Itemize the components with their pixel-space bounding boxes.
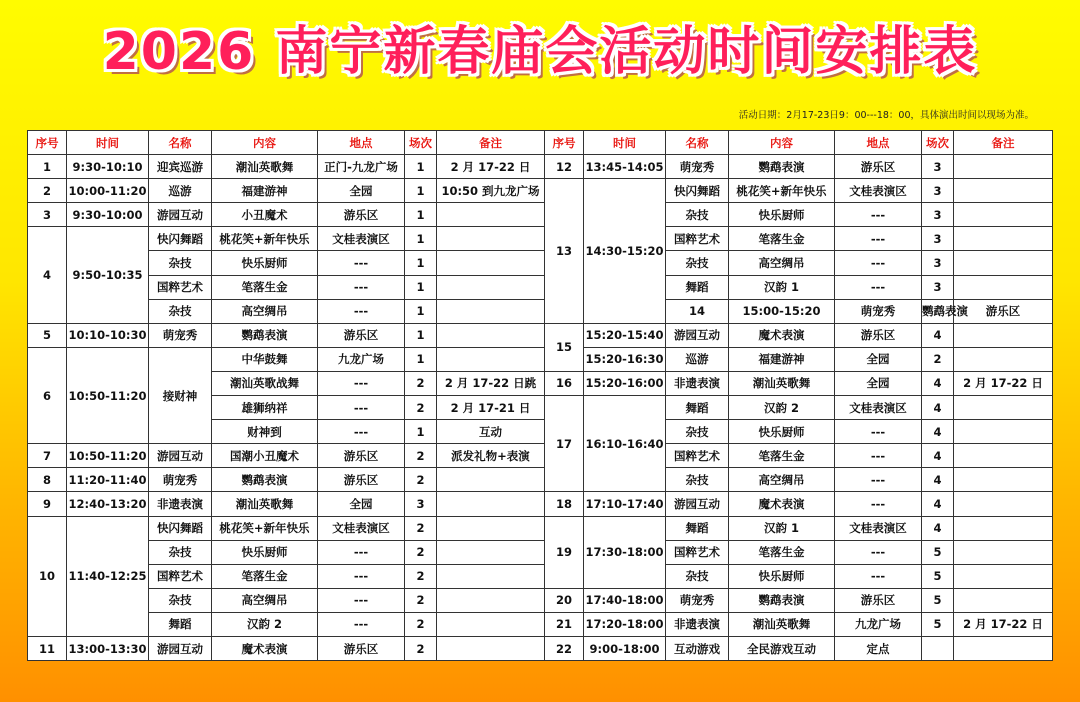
cell-count: 5: [922, 588, 954, 612]
cell-place: 游乐区: [835, 588, 922, 612]
cell-place: 全园: [835, 371, 922, 395]
cell-count: 4: [922, 323, 954, 347]
header-count: 场次: [922, 131, 954, 155]
cell-time: 15:20-15:40: [584, 323, 666, 347]
cell-count: 3: [922, 203, 954, 227]
cell-no: 10: [28, 516, 67, 636]
table-row: [28, 275, 1053, 299]
cell-place: 正门-九龙广场: [318, 155, 405, 179]
cell-name: 杂技: [666, 468, 729, 492]
cell-remark: 2 月 17-21 日: [437, 396, 545, 420]
cell-content: 鹦鹉表演: [212, 468, 318, 492]
cell-place: 文桂表演区: [318, 516, 405, 540]
cell-content: 汉韵 1: [729, 516, 835, 540]
cell-count: 1: [405, 275, 437, 299]
cell-remark: [954, 275, 1053, 299]
cell-place: ---: [835, 251, 922, 275]
cell-name: 杂技: [666, 564, 729, 588]
cell-content: 高空绸吊: [729, 251, 835, 275]
cell-time: 11:20-11:40: [67, 468, 149, 492]
cell-count: 4: [922, 420, 954, 444]
cell-content: 国潮小丑魔术: [212, 444, 318, 468]
table-row: [28, 444, 1053, 468]
cell-count: 1: [405, 420, 437, 444]
header-content: 内容: [729, 131, 835, 155]
cell-count: 3: [922, 179, 954, 203]
header-time: 时间: [584, 131, 666, 155]
cell-time: 17:30-18:00: [584, 516, 666, 588]
cell-place: 游乐区: [835, 155, 922, 179]
cell-count: 2: [405, 564, 437, 588]
table-row: [28, 516, 1053, 540]
cell-remark: [437, 203, 545, 227]
cell-place: 游乐区: [954, 299, 1053, 323]
cell-content: 福建游神: [212, 179, 318, 203]
cell-time: 10:00-11:20: [67, 179, 149, 203]
cell-count: 2: [405, 468, 437, 492]
cell-time: 13:45-14:05: [584, 155, 666, 179]
cell-no: 4: [28, 227, 67, 323]
cell-content: 快乐厨师: [729, 203, 835, 227]
table-row: [28, 636, 1053, 660]
cell-time: 16:10-16:40: [584, 396, 666, 492]
cell-remark: [954, 444, 1053, 468]
cell-remark: [437, 275, 545, 299]
cell-no: 18: [545, 492, 584, 516]
cell-time: 14:30-15:20: [584, 179, 666, 324]
cell-content: 汉韵 2: [212, 612, 318, 636]
cell-remark: 2 月 17-22 日跳: [437, 371, 545, 395]
cell-content: 高空绸吊: [212, 588, 318, 612]
cell-remark: [954, 155, 1053, 179]
cell-remark: [954, 540, 1053, 564]
cell-time: 9:30-10:00: [67, 203, 149, 227]
cell-no: 21: [545, 612, 584, 636]
cell-name: 非遗表演: [666, 371, 729, 395]
cell-time: 9:50-10:35: [67, 227, 149, 323]
cell-content: 快乐厨师: [729, 564, 835, 588]
cell-place: ---: [318, 371, 405, 395]
cell-place: 九龙广场: [835, 612, 922, 636]
cell-no: 22: [545, 636, 584, 660]
cell-content: 高空绸吊: [212, 299, 318, 323]
cell-remark: [437, 468, 545, 492]
cell-remark: [437, 540, 545, 564]
cell-count: 3: [922, 227, 954, 251]
cell-remark: 10:50 到九龙广场: [437, 179, 545, 203]
cell-remark: 派发礼物+表演: [437, 444, 545, 468]
table-row: [28, 468, 1053, 492]
cell-place: ---: [318, 251, 405, 275]
cell-content: 桃花笑+新年快乐: [212, 516, 318, 540]
cell-name: 国粹艺术: [149, 564, 212, 588]
cell-place: ---: [318, 564, 405, 588]
cell-time: 17:20-18:00: [584, 612, 666, 636]
header-no: 序号: [28, 131, 67, 155]
cell-name: 国粹艺术: [666, 540, 729, 564]
cell-content: 魔术表演: [212, 636, 318, 660]
cell-content: 桃花笑+新年快乐: [212, 227, 318, 251]
cell-content: 魔术表演: [729, 323, 835, 347]
table-row: [28, 227, 1053, 251]
cell-content: 潮汕英歌舞: [729, 371, 835, 395]
table-row: [28, 251, 1053, 275]
cell-content: 快乐厨师: [729, 420, 835, 444]
cell-no: 11: [28, 636, 67, 660]
header-place: 地点: [318, 131, 405, 155]
cell-remark: [437, 564, 545, 588]
cell-time: 13:00-13:30: [67, 636, 149, 660]
cell-count: 5: [922, 612, 954, 636]
cell-count: 4: [922, 492, 954, 516]
cell-time: 9:00-18:00: [584, 636, 666, 660]
cell-remark: 2 月 17-22 日: [954, 371, 1053, 395]
cell-place: ---: [835, 275, 922, 299]
cell-no: 5: [28, 323, 67, 347]
cell-content: 财神到: [212, 420, 318, 444]
cell-name: 快闪舞蹈: [666, 179, 729, 203]
cell-name: 巡游: [666, 347, 729, 371]
cell-name: 快闪舞蹈: [149, 516, 212, 540]
cell-remark: [954, 420, 1053, 444]
header-count: 场次: [405, 131, 437, 155]
cell-content: 桃花笑+新年快乐: [729, 179, 835, 203]
cell-content: 笔落生金: [212, 275, 318, 299]
event-date-note: 活动日期：2月17-23日9：00---18：00，具体演出时间以现场为准。: [738, 110, 1034, 121]
cell-remark: [437, 588, 545, 612]
cell-place: ---: [835, 420, 922, 444]
cell-remark: [954, 396, 1053, 420]
cell-place: ---: [318, 540, 405, 564]
cell-remark: [437, 299, 545, 323]
cell-time: 15:20-16:30: [584, 347, 666, 371]
header-place: 地点: [835, 131, 922, 155]
cell-name: 萌宠秀: [666, 155, 729, 179]
cell-name: 杂技: [149, 299, 212, 323]
cell-content: 潮汕英歌舞: [212, 155, 318, 179]
cell-count: 2: [405, 612, 437, 636]
cell-place: 文桂表演区: [835, 396, 922, 420]
cell-content: 潮汕英歌战舞: [212, 371, 318, 395]
cell-place: 全园: [318, 492, 405, 516]
schedule-table: [27, 130, 1053, 661]
cell-name: 游园互动: [666, 492, 729, 516]
cell-time: 10:50-11:20: [67, 347, 149, 443]
cell-content: 汉韵 2: [729, 396, 835, 420]
cell-no: 8: [28, 468, 67, 492]
cell-remark: [954, 492, 1053, 516]
table-row: [28, 299, 1053, 323]
cell-remark: [954, 564, 1053, 588]
cell-name: 国粹艺术: [666, 444, 729, 468]
cell-remark: [954, 227, 1053, 251]
cell-remark: [954, 323, 1053, 347]
cell-place: ---: [835, 540, 922, 564]
cell-name: 迎宾巡游: [149, 155, 212, 179]
cell-time: 17:10-17:40: [584, 492, 666, 516]
cell-time: 9:30-10:10: [67, 155, 149, 179]
cell-no: 9: [28, 492, 67, 516]
cell-place: 全园: [318, 179, 405, 203]
cell-name: 萌宠秀: [666, 588, 729, 612]
cell-count: 5: [922, 564, 954, 588]
cell-no: 7: [28, 444, 67, 468]
header-row: [28, 131, 1053, 155]
table-row: [28, 492, 1053, 516]
cell-count: 1: [405, 299, 437, 323]
cell-name: 萌宠秀: [835, 299, 922, 323]
cell-no: 19: [545, 516, 584, 588]
cell-remark: [437, 636, 545, 660]
cell-count: 2: [405, 444, 437, 468]
cell-time: 15:00-15:20: [729, 299, 835, 323]
cell-name: 游园互动: [149, 636, 212, 660]
cell-remark: [954, 588, 1053, 612]
cell-place: 游乐区: [835, 323, 922, 347]
header-no: 序号: [545, 131, 584, 155]
cell-content: 潮汕英歌舞: [729, 612, 835, 636]
cell-content: 鹦鹉表演: [729, 155, 835, 179]
table-row: [28, 179, 1053, 203]
cell-time: 11:40-12:25: [67, 516, 149, 636]
cell-place: ---: [835, 203, 922, 227]
cell-remark: 2 月 17-22 日: [437, 155, 545, 179]
cell-place: ---: [835, 468, 922, 492]
cell-content: 快乐厨师: [212, 251, 318, 275]
cell-place: ---: [318, 275, 405, 299]
cell-remark: 互动: [437, 420, 545, 444]
cell-count: 4: [922, 468, 954, 492]
cell-content: 中华鼓舞: [212, 347, 318, 371]
table-row: [28, 203, 1053, 227]
cell-content: 小丑魔术: [212, 203, 318, 227]
cell-name: 杂技: [149, 588, 212, 612]
cell-content: 魔术表演: [729, 492, 835, 516]
header-content: 内容: [212, 131, 318, 155]
cell-remark: [437, 323, 545, 347]
cell-content: 鹦鹉表演: [922, 299, 954, 323]
cell-count: 3: [922, 275, 954, 299]
cell-place: 游乐区: [318, 203, 405, 227]
cell-time: 15:20-16:00: [584, 371, 666, 395]
cell-count: 1: [405, 347, 437, 371]
cell-place: ---: [318, 420, 405, 444]
cell-no: 12: [545, 155, 584, 179]
cell-name: 非遗表演: [149, 492, 212, 516]
cell-no: 1: [28, 155, 67, 179]
cell-count: 4: [922, 516, 954, 540]
cell-name: 巡游: [149, 179, 212, 203]
cell-count: 2: [922, 347, 954, 371]
cell-count: 2: [405, 540, 437, 564]
cell-count: 2: [405, 516, 437, 540]
cell-content: 雄狮纳祥: [212, 396, 318, 420]
cell-name: 杂技: [666, 251, 729, 275]
cell-no: 13: [545, 179, 584, 324]
cell-count: [922, 636, 954, 660]
cell-name: 互动游戏: [666, 636, 729, 660]
header-name: 名称: [666, 131, 729, 155]
cell-name: 国粹艺术: [666, 227, 729, 251]
cell-place: ---: [835, 227, 922, 251]
table-row: [28, 155, 1053, 179]
cell-no: 17: [545, 396, 584, 492]
cell-no: 16: [545, 371, 584, 395]
header-time: 时间: [67, 131, 149, 155]
cell-place: ---: [318, 612, 405, 636]
cell-remark: [437, 516, 545, 540]
cell-content: 汉韵 1: [729, 275, 835, 299]
cell-count: 2: [405, 396, 437, 420]
cell-count: 3: [922, 251, 954, 275]
table-row: [28, 323, 1053, 347]
cell-remark: [954, 636, 1053, 660]
table-row: [28, 564, 1053, 588]
table-row: [28, 540, 1053, 564]
cell-content: 鹦鹉表演: [729, 588, 835, 612]
cell-place: ---: [318, 588, 405, 612]
header-remark: 备注: [437, 131, 545, 155]
cell-content: 笔落生金: [729, 444, 835, 468]
cell-remark: [954, 516, 1053, 540]
cell-content: 鹦鹉表演: [212, 323, 318, 347]
cell-name: 舞蹈: [149, 612, 212, 636]
cell-no: 15: [545, 323, 584, 371]
cell-count: 4: [922, 444, 954, 468]
cell-count: 2: [405, 371, 437, 395]
cell-remark: [954, 347, 1053, 371]
cell-place: 文桂表演区: [318, 227, 405, 251]
table-row: [28, 347, 1053, 371]
page-title: 2026 南宁新春庙会活动时间安排表: [102, 22, 978, 82]
cell-name: 杂技: [149, 251, 212, 275]
header-remark: 备注: [954, 131, 1053, 155]
cell-remark: [437, 492, 545, 516]
cell-no: 2: [28, 179, 67, 203]
cell-count: 5: [922, 540, 954, 564]
cell-time: 17:40-18:00: [584, 588, 666, 612]
cell-remark: [954, 203, 1053, 227]
cell-count: 1: [405, 179, 437, 203]
cell-no: 14: [666, 299, 729, 323]
cell-name: 萌宠秀: [149, 468, 212, 492]
cell-remark: [954, 251, 1053, 275]
cell-remark: [437, 227, 545, 251]
cell-name: 萌宠秀: [149, 323, 212, 347]
cell-name: 非遗表演: [666, 612, 729, 636]
cell-time: 12:40-13:20: [67, 492, 149, 516]
cell-name: 杂技: [666, 203, 729, 227]
cell-name: 游园互动: [149, 444, 212, 468]
cell-remark: [437, 612, 545, 636]
cell-count: 3: [405, 492, 437, 516]
cell-time: 10:50-11:20: [67, 444, 149, 468]
cell-place: ---: [835, 564, 922, 588]
cell-content: 快乐厨师: [212, 540, 318, 564]
cell-name: 快闪舞蹈: [149, 227, 212, 251]
cell-place: ---: [835, 444, 922, 468]
cell-content: 全民游戏互动: [729, 636, 835, 660]
cell-time: 10:10-10:30: [67, 323, 149, 347]
cell-count: 1: [405, 227, 437, 251]
cell-place: 游乐区: [318, 636, 405, 660]
cell-remark: 2 月 17-22 日: [954, 612, 1053, 636]
cell-content: 笔落生金: [729, 540, 835, 564]
cell-place: 九龙广场: [318, 347, 405, 371]
cell-name: 国粹艺术: [149, 275, 212, 299]
cell-place: 文桂表演区: [835, 516, 922, 540]
cell-count: 3: [922, 155, 954, 179]
cell-content: 潮汕英歌舞: [212, 492, 318, 516]
cell-name: 游园互动: [149, 203, 212, 227]
cell-count: 1: [405, 155, 437, 179]
cell-place: 定点: [835, 636, 922, 660]
cell-count: 2: [405, 588, 437, 612]
cell-place: ---: [318, 299, 405, 323]
cell-place: 游乐区: [318, 323, 405, 347]
cell-count: 1: [405, 251, 437, 275]
cell-name: 杂技: [666, 420, 729, 444]
cell-place: ---: [318, 396, 405, 420]
cell-remark: [954, 468, 1053, 492]
cell-count: 2: [405, 636, 437, 660]
cell-place: 游乐区: [318, 468, 405, 492]
cell-name: 杂技: [149, 540, 212, 564]
cell-count: 4: [922, 396, 954, 420]
cell-name: 舞蹈: [666, 396, 729, 420]
cell-name: 舞蹈: [666, 275, 729, 299]
cell-place: ---: [835, 492, 922, 516]
cell-remark: [437, 251, 545, 275]
cell-name: 舞蹈: [666, 516, 729, 540]
cell-content: 笔落生金: [212, 564, 318, 588]
cell-place: 文桂表演区: [835, 179, 922, 203]
cell-remark: [437, 347, 545, 371]
cell-name: 接财神: [149, 347, 212, 443]
cell-place: 全园: [835, 347, 922, 371]
cell-no: 20: [545, 588, 584, 612]
cell-no: 3: [28, 203, 67, 227]
cell-remark: [954, 179, 1053, 203]
cell-name: 游园互动: [666, 323, 729, 347]
cell-content: 高空绸吊: [729, 468, 835, 492]
cell-content: 福建游神: [729, 347, 835, 371]
cell-count: 1: [405, 323, 437, 347]
cell-place: 游乐区: [318, 444, 405, 468]
cell-content: 笔落生金: [729, 227, 835, 251]
cell-no: 6: [28, 347, 67, 443]
cell-count: 4: [922, 371, 954, 395]
table-row: [28, 588, 1053, 612]
cell-count: 1: [405, 203, 437, 227]
header-name: 名称: [149, 131, 212, 155]
table-row: [28, 612, 1053, 636]
